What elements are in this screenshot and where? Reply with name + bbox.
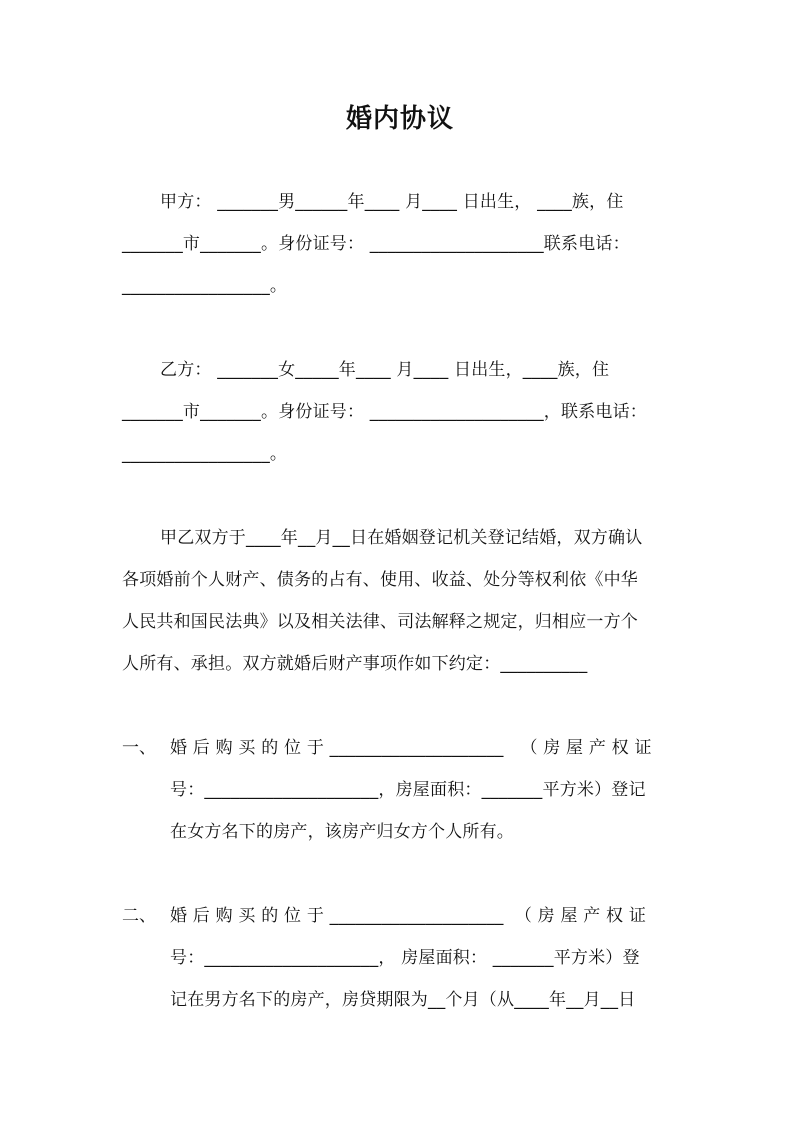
intro-line-2: 各项婚前个人财产、债务的占有、使用、收益、处分等权利依《中华 [122,570,638,590]
clause-1-line-2: 号：____________________，房屋面积：_______平方米）登记 [170,780,646,800]
intro-line-3: 人民共和国民法典》以及相关法律、司法解释之规定，归相应一方个 [122,612,638,632]
party-b-line-1: 乙方： _______女_____年____ 月____ 日出生，____族，住 [160,360,610,380]
party-a-line-2: _______市_______。身份证号： ____________________联系电话： [122,234,630,254]
party-b-line-2: _______市_______。身份证号： ____________________，联系电话： [122,402,648,422]
clause-1-line-1: 婚 后 购 买 的 位 于 ____________________ （ 房 屋 产 权 证 [170,738,652,758]
clause-2-number: 二、 [122,906,156,926]
party-a-line-1: 甲方： _______男______年____ 月____ 日出生， ____族，住 [160,192,624,212]
party-a-line-3: _________________。 [122,276,288,296]
document-title: 婚内协议 [345,104,454,134]
intro-line-1: 甲乙双方于____年__月__日在婚姻登记机关登记结婚，双方确认 [160,528,643,548]
clause-1-number: 一、 [122,738,156,758]
party-b-line-3: _________________。 [122,444,288,464]
intro-line-4: 人所有、承担。双方就婚后财产事项作如下约定：__________ [122,654,588,674]
clause-2-line-1: 婚 后 购 买 的 位 于 ____________________ （ 房 屋 产 权 证 [170,906,647,926]
clause-2-line-2: 号：____________________， 房屋面积： _______平方米）登 [170,948,640,968]
clause-1-line-3: 在女方名下的房产，该房产归女方个人所有。 [170,822,514,842]
clause-2-line-3: 记在男方名下的房产，房贷期限为__个月（从____年__月__日 [170,990,636,1010]
